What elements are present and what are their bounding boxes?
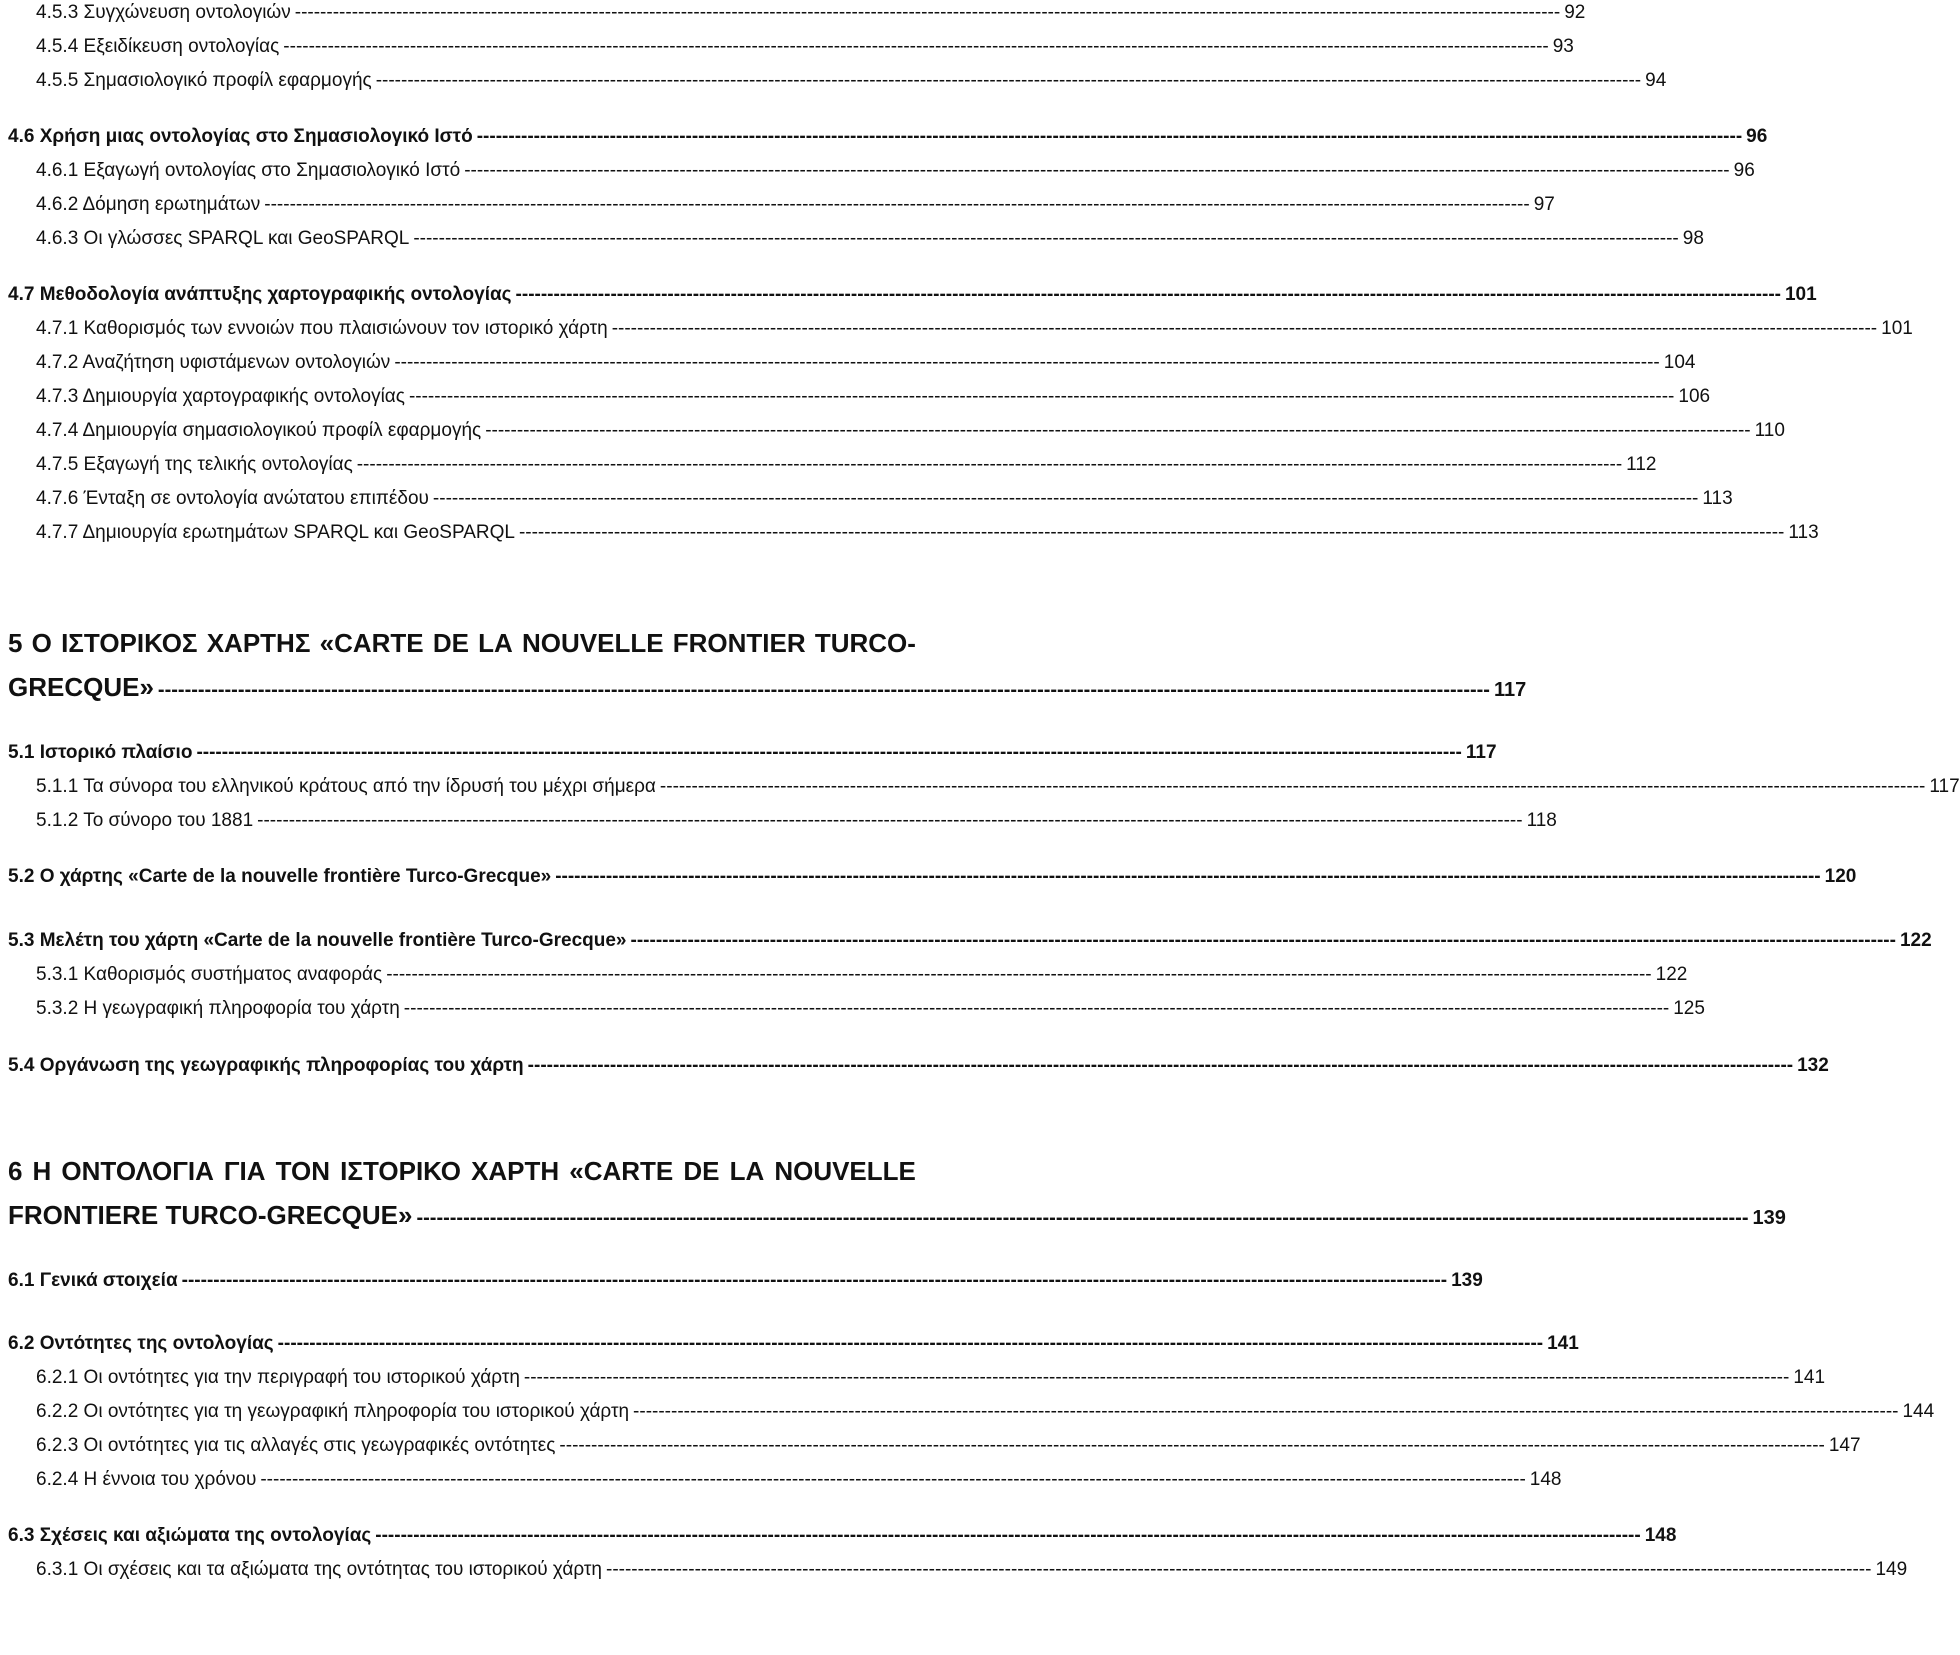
toc-entry-title: 5.2 Ο χάρτης «Carte de la nouvelle frontière Turco-Grecque» (8, 866, 552, 887)
toc-entry[interactable] (36, 1435, 1861, 1457)
toc-entry[interactable] (36, 420, 1785, 442)
toc-entry-title: 4.7.2 Αναζήτηση υφιστάμενων οντολογιών (36, 352, 391, 373)
dot-leader: -------------------------------------------------------------------------------------------------------------------------------------------------------------------------------------------------------- (476, 126, 1743, 147)
dot-leader: -------------------------------------------------------------------------------------------------------------------------------------------------------------------------------------------------------- (413, 228, 1679, 249)
dot-leader: -------------------------------------------------------------------------------------------------------------------------------------------------------------------------------------------------------- (464, 160, 1730, 181)
toc-entry-title: 6.2.3 Οι οντότητες για τις αλλαγές στις γεωγραφικές οντότητες (36, 1435, 556, 1456)
toc-entry[interactable] (36, 810, 1557, 832)
toc-entry-title: 4.7 Μεθοδολογία ανάπτυξης χαρτογραφικής οντολογίας (8, 284, 512, 305)
toc-entry[interactable] (36, 160, 1755, 182)
chapter-6-heading-cont[interactable] (8, 1200, 1786, 1231)
toc-section[interactable] (8, 1270, 1483, 1292)
toc-entry-title: FRONTIERE TURCO-GRECQUE» (8, 1200, 413, 1230)
toc-entry-title: 6.3 Σχέσεις και αξιώματα της οντολογίας (8, 1525, 372, 1546)
toc-entry[interactable] (36, 194, 1555, 216)
heading-word: DE (683, 1156, 720, 1186)
dot-leader: -------------------------------------------------------------------------------------------------------------------------------------------------------------------------------------------------------- (485, 420, 1751, 441)
toc-entry-title: 4.7.7 Δημιουργία ερωτημάτων SPARQL και GeoSPARQL (36, 522, 515, 543)
toc-entry-title: 4.5.3 Συγχώνευση οντολογιών (36, 2, 291, 23)
toc-entry-page: 96 (1733, 160, 1755, 181)
toc-entry-page: 110 (1754, 420, 1785, 441)
heading-word: 5 (8, 628, 23, 658)
toc-section[interactable] (8, 284, 1817, 306)
dot-leader: -------------------------------------------------------------------------------------------------------------------------------------------------------------------------------------------------------- (356, 454, 1623, 475)
toc-entry-title: GRECQUE» (8, 672, 154, 702)
toc-section[interactable] (8, 126, 1768, 148)
toc-entry-page: 101 (1881, 318, 1913, 339)
heading-word: LA (478, 628, 513, 658)
dot-leader: -------------------------------------------------------------------------------------------------------------------------------------------------------------------------------------------------------- (559, 1435, 1825, 1456)
toc-entry-title: 4.7.3 Δημιουργία χαρτογραφικής οντολογίας (36, 386, 405, 407)
heading-word: NOUVELLE (522, 628, 664, 658)
toc-entry-page: 148 (1529, 1469, 1562, 1490)
toc-entry-page: 117 (1929, 776, 1960, 797)
dot-leader: -------------------------------------------------------------------------------------------------------------------------------------------------------------------------------------------------------- (181, 1270, 1448, 1291)
toc-entry-page: 113 (1702, 488, 1733, 509)
toc-entry-title: 4.7.6 Ένταξη σε οντολογία ανώτατου επιπέδου (36, 488, 429, 509)
toc-entry-title: 6.1 Γενικά στοιχεία (8, 1270, 178, 1291)
toc-entry-page: 93 (1552, 36, 1574, 57)
toc-entry-title: 5.4 Οργάνωση της γεωγραφικής πληροφορίας του χάρτη (8, 1055, 524, 1076)
toc-entry-title: 5.1.2 Το σύνορο του 1881 (36, 810, 254, 831)
toc-entry-title: 4.5.5 Σημασιολογικό προφίλ εφαρμογής (36, 70, 372, 91)
toc-section[interactable] (8, 866, 1857, 888)
toc-entry-page: 106 (1678, 386, 1711, 407)
toc-entry-title: 5.3 Μελέτη του χάρτη «Carte de la nouvelle frontière Turco-Grecque» (8, 930, 627, 951)
dot-leader: -------------------------------------------------------------------------------------------------------------------------------------------------------------------------------------------------------- (630, 930, 1896, 951)
toc-entry-page: 104 (1663, 352, 1696, 373)
heading-word: ΙΣΤΟΡΙΚΟΣ (61, 628, 198, 658)
chapter-5-heading-cont[interactable] (8, 672, 1527, 703)
dot-leader: -------------------------------------------------------------------------------------------------------------------------------------------------------------------------------------------------------- (375, 70, 1642, 91)
toc-entry-page: 147 (1828, 1435, 1861, 1456)
heading-word: NOUVELLE (774, 1156, 916, 1186)
heading-word: TURCO- (814, 628, 916, 658)
dot-leader: -------------------------------------------------------------------------------------------------------------------------------------------------------------------------------------------------------- (375, 1525, 1641, 1546)
dot-leader: -------------------------------------------------------------------------------------------------------------------------------------------------------------------------------------------------------- (157, 679, 1490, 701)
toc-entry-page: 98 (1682, 228, 1704, 249)
heading-word: «CARTE (569, 1156, 674, 1186)
heading-word: ΟΝΤΟΛΟΓΙΑ (61, 1156, 214, 1186)
toc-entry[interactable] (36, 998, 1705, 1020)
toc-entry-title: 4.6 Χρήση μιας οντολογίας στο Σημασιολογικό Ιστό (8, 126, 473, 147)
toc-entry[interactable] (36, 70, 1667, 92)
toc-entry[interactable] (36, 352, 1696, 374)
dot-leader: -------------------------------------------------------------------------------------------------------------------------------------------------------------------------------------------------------- (260, 1469, 1526, 1490)
toc-entry-title: 6.2.4 Η έννοια του χρόνου (36, 1469, 257, 1490)
toc-section[interactable] (8, 1333, 1579, 1355)
toc-entry-title: 4.6.2 Δόμηση ερωτημάτων (36, 194, 261, 215)
heading-word: 6 (8, 1156, 23, 1186)
toc-entry[interactable] (36, 776, 1960, 798)
toc-entry[interactable] (36, 386, 1711, 408)
heading-word: ΤΟΝ (275, 1156, 331, 1186)
toc-entry-page: 120 (1824, 866, 1857, 887)
dot-leader: -------------------------------------------------------------------------------------------------------------------------------------------------------------------------------------------------------- (518, 522, 1785, 543)
toc-entry-page: 96 (1746, 126, 1768, 147)
dot-leader: -------------------------------------------------------------------------------------------------------------------------------------------------------------------------------------------------------- (432, 488, 1699, 509)
dot-leader: -------------------------------------------------------------------------------------------------------------------------------------------------------------------------------------------------------- (523, 1367, 1790, 1388)
toc-entry[interactable] (36, 522, 1819, 544)
heading-word: «CARTE (319, 628, 424, 658)
chapter-5-heading[interactable] (8, 628, 916, 659)
toc-entry-title: 4.7.1 Καθορισμός των εννοιών που πλαισιώνουν τον ιστορικό χάρτη (36, 318, 608, 339)
toc-entry-page: 149 (1875, 1559, 1908, 1580)
dot-leader: -------------------------------------------------------------------------------------------------------------------------------------------------------------------------------------------------------- (386, 964, 1652, 985)
toc-entry-page: 94 (1645, 70, 1667, 91)
toc-entry-page: 97 (1533, 194, 1555, 215)
heading-word: FRONTIER (672, 628, 806, 658)
heading-word: Ο (31, 628, 52, 658)
toc-entry-title: 6.2.2 Οι οντότητες για τη γεωγραφική πληροφορία του ιστορικού χάρτη (36, 1401, 630, 1422)
toc-entry-page: 92 (1564, 2, 1586, 23)
toc-entry-title: 5.3.2 Η γεωγραφική πληροφορία του χάρτη (36, 998, 400, 1019)
toc-entry-page: 117 (1465, 742, 1497, 763)
toc-entry-title: 5.3.1 Καθορισμός συστήματος αναφοράς (36, 964, 383, 985)
heading-word: Η (32, 1156, 52, 1186)
toc-entry-page: 122 (1899, 930, 1932, 951)
toc-entry-page: 141 (1793, 1367, 1826, 1388)
dot-leader: -------------------------------------------------------------------------------------------------------------------------------------------------------------------------------------------------------- (294, 2, 1561, 23)
toc-entry-page: 112 (1626, 454, 1657, 475)
toc-entry-title: 4.6.3 Οι γλώσσες SPARQL και GeoSPARQL (36, 228, 410, 249)
toc-entry[interactable] (36, 488, 1733, 510)
toc-entry[interactable] (36, 228, 1704, 250)
toc-entry[interactable] (36, 1401, 1935, 1423)
dot-leader: -------------------------------------------------------------------------------------------------------------------------------------------------------------------------------------------------------- (633, 1401, 1899, 1422)
dot-leader: -------------------------------------------------------------------------------------------------------------------------------------------------------------------------------------------------------- (416, 1207, 1749, 1229)
toc-entry-page: 118 (1526, 810, 1557, 831)
toc-entry-page: 144 (1902, 1401, 1935, 1422)
toc-entry-title: 5.1.1 Τα σύνορα του ελληνικού κράτους από την ίδρυσή του μέχρι σήμερα (36, 776, 656, 797)
toc-entry-page: 132 (1797, 1055, 1829, 1076)
toc-section[interactable] (8, 1055, 1829, 1077)
heading-word: ΧΑΡΤΗΣ (206, 628, 311, 658)
dot-leader: -------------------------------------------------------------------------------------------------------------------------------------------------------------------------------------------------------- (403, 998, 1670, 1019)
toc-entry[interactable] (36, 1469, 1562, 1491)
dot-leader: -------------------------------------------------------------------------------------------------------------------------------------------------------------------------------------------------------- (408, 386, 1675, 407)
toc-entry[interactable] (36, 318, 1913, 340)
toc-entry-title: 6.2 Οντότητες της οντολογίας (8, 1333, 274, 1354)
toc-section[interactable] (8, 930, 1932, 952)
toc-entry-page: 141 (1547, 1333, 1579, 1354)
dot-leader: -------------------------------------------------------------------------------------------------------------------------------------------------------------------------------------------------------- (264, 194, 1530, 215)
toc-entry[interactable] (36, 36, 1574, 58)
toc-entry-title: 5.1 Ιστορικό πλαίσιο (8, 742, 193, 763)
toc-entry-page: 125 (1673, 998, 1705, 1019)
heading-word: ΓΙΑ (223, 1156, 266, 1186)
dot-leader: -------------------------------------------------------------------------------------------------------------------------------------------------------------------------------------------------------- (606, 1559, 1872, 1580)
dot-leader: -------------------------------------------------------------------------------------------------------------------------------------------------------------------------------------------------------- (659, 776, 1926, 797)
toc-entry-page: 148 (1644, 1525, 1677, 1546)
toc-entry-page: 101 (1784, 284, 1817, 305)
dot-leader: -------------------------------------------------------------------------------------------------------------------------------------------------------------------------------------------------------- (283, 36, 1549, 57)
toc-section[interactable] (8, 1525, 1677, 1547)
toc-entry[interactable] (36, 1559, 1908, 1581)
heading-word: LA (729, 1156, 765, 1186)
dot-leader: -------------------------------------------------------------------------------------------------------------------------------------------------------------------------------------------------------- (394, 352, 1660, 373)
dot-leader: -------------------------------------------------------------------------------------------------------------------------------------------------------------------------------------------------------- (611, 318, 1878, 339)
toc-entry-title: 4.7.4 Δημιουργία σημασιολογικού προφίλ εφαρμογής (36, 420, 482, 441)
dot-leader: -------------------------------------------------------------------------------------------------------------------------------------------------------------------------------------------------------- (196, 742, 1462, 763)
toc-entry-title: 6.3.1 Οι σχέσεις και τα αξιώματα της οντότητας του ιστορικού χάρτη (36, 1559, 602, 1580)
dot-leader: -------------------------------------------------------------------------------------------------------------------------------------------------------------------------------------------------------- (277, 1333, 1544, 1354)
toc-entry-page: 139 (1752, 1207, 1786, 1229)
heading-word: DE (432, 628, 469, 658)
toc-entry-page: 139 (1451, 1270, 1483, 1291)
dot-leader: -------------------------------------------------------------------------------------------------------------------------------------------------------------------------------------------------------- (257, 810, 1523, 831)
chapter-6-heading[interactable] (8, 1156, 916, 1187)
toc-entry[interactable] (36, 454, 1657, 476)
toc-entry[interactable] (36, 1367, 1826, 1389)
dot-leader: -------------------------------------------------------------------------------------------------------------------------------------------------------------------------------------------------------- (527, 1055, 1794, 1076)
toc-entry-page: 122 (1655, 964, 1688, 985)
heading-word: ΙΣΤΟΡΙΚΟ (340, 1156, 461, 1186)
toc-entry-title: 4.6.1 Εξαγωγή οντολογίας στο Σημασιολογικό Ιστό (36, 160, 461, 181)
toc-entry-page: 117 (1493, 679, 1527, 701)
toc-entry[interactable] (36, 964, 1688, 986)
toc-entry-title: 6.2.1 Οι οντότητες για την περιγραφή του ιστορικού χάρτη (36, 1367, 520, 1388)
toc-section[interactable] (8, 742, 1497, 764)
dot-leader: -------------------------------------------------------------------------------------------------------------------------------------------------------------------------------------------------------- (555, 866, 1821, 887)
dot-leader: -------------------------------------------------------------------------------------------------------------------------------------------------------------------------------------------------------- (515, 284, 1781, 305)
toc-entry-title: 4.5.4 Εξειδίκευση οντολογίας (36, 36, 280, 57)
toc-entry-title: 4.7.5 Εξαγωγή της τελικής οντολογίας (36, 454, 353, 475)
heading-word: ΧΑΡΤΗ (471, 1156, 560, 1186)
toc-entry-page: 113 (1788, 522, 1819, 543)
toc-entry[interactable] (36, 2, 1586, 24)
